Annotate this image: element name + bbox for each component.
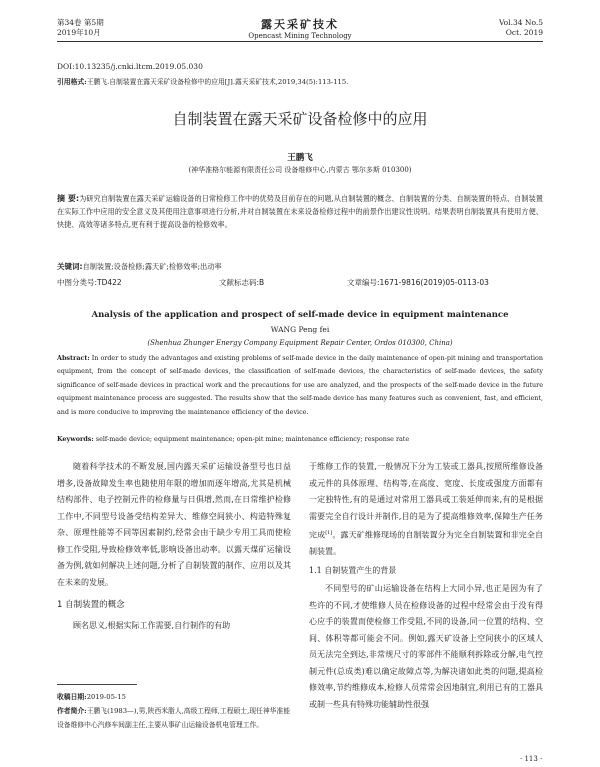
header-date-en: Oct. 2019 xyxy=(505,28,543,37)
clc-number: 中图分类号:TD422 xyxy=(57,278,122,287)
keywords-cn xyxy=(57,261,543,272)
journal-title-cn: 露天采矿技术 xyxy=(261,18,339,31)
journal-header xyxy=(57,18,543,48)
continued-paragraph xyxy=(309,459,543,561)
section1-paragraph: 顾名思义,根据实际工作需要,自行制作的有助 xyxy=(73,620,231,630)
footnote-divider xyxy=(57,684,137,685)
keywords-cn-label: 关键词: xyxy=(57,262,83,271)
header-vol-no: Vol.34 No.5 xyxy=(498,18,543,27)
citation-label: 引用格式: xyxy=(57,78,87,86)
citation-format xyxy=(57,76,348,86)
article-title-cn: 自制装置在露天采矿设备检修中的应用 xyxy=(172,110,428,128)
intro-paragraph: 随着科学技术的不断发展,国内露天采矿运输设备型号也日益增多,设备故障发生率也随使用年限的增加而逐年增高,尤其是机械结构部件、电子控制元件的检修量与日俱增,然而,在日常维护检修工作中,不同型号设备受结构差异大、维修空间狭小、构造特殊复杂、原理性能等不同等因素制约,经常会由于缺少专用工具而使检修工作受阻,导致检修效率低,影响设备出动率。以露天煤矿运输设备为例,就如何解决上述问题,分析了自制装置的制作、应用以及其在未来的发展。 xyxy=(57,462,291,587)
journal-title-en: Opencast Mining Technology xyxy=(248,32,352,40)
header-journal-name xyxy=(57,18,543,41)
document-code: 文献标志码:B xyxy=(219,278,265,287)
abstract-en-label: Abstract: xyxy=(57,354,90,362)
keywords-en xyxy=(57,435,543,443)
affiliation-en: (Shenhua Zhunger Energy Company Equipment Repair Center, Ordos 010300, China) xyxy=(147,339,453,347)
abstract-cn-text: 为研究自制装置在露天采矿运输设备的日常检修工作中的优势及目前存在的问题,从自制装置的概念、自制装置的分类、自制装置的特点、自制装置在实际工作中应用的安全意义及其使用注意事项进行分析,并对自制装置在未来设备检修过程中的前景作出建议性说明。结果表明自制装置具有使用方便、快捷、高效等诸多特点,更有利于提高设备的检修效率。 xyxy=(57,194,543,229)
subsection-paragraph: 不同型号的矿山运输设备在结构上大同小异,也正是因为有了些许的不同,才使维修人员在检修设备的过程中经常会由于没有得心应手的装置而使检修工作受阻,不同的设备,同一位置的结构、空间、体积等都可能会不同。例如,露天矿设备上空间狭小的区域人员无法完全到达,非常规尺寸的零部件不能顺利拆除或分解,电气控制元件(总成类)难以确定故障点等,为解决诸如此类的问题,提高检修效率,节约维修成本,检修人员常常会因地制宜,利用已有的工器具或制一些具有特殊功能辅助性很强 xyxy=(309,584,543,709)
header-volume-en xyxy=(499,18,543,38)
affiliation-cn: (神华准格尔能源有限责任公司 设备维修中心,内蒙古 鄂尔多斯 010300) xyxy=(188,166,412,174)
abstract-en-text: In order to study the advantages and existing problems of self-made device in the daily maintenance of open-pit mining and transportation equipment, from the concept of self-made devices, the classification of self-made devices, the characteristics of self-made devices, the safety significance of self-made devices in practical work and the precautions for use are analyzed, and the prospects of the self-made device in the future equipment maintenance process are suggested. The results show that the self-made device has many features such as convenient, fast, and efficient, and is more conducive to improving the maintenance efficiency of the device. xyxy=(57,354,543,416)
keywords-en-text: self-made device; equipment maintenance; open-pit mine; maintenance efficiency; response rate xyxy=(95,435,410,443)
author-bio xyxy=(57,704,291,732)
header-volume-issue: 第34卷 第5期 xyxy=(57,18,104,27)
article-number: 文章编号:1671-9816(2019)05-0113-03 xyxy=(347,278,489,287)
citation-text: 王鹏飞.自制装置在露天采矿设备检修中的应用[J].露天采矿技术,2019,34(5):113-115. xyxy=(86,78,349,86)
bio-text: 王鹏飞(1983—),男,陕西米脂人,高级工程师,工程硕士,现任神华准能设备维修中心汽修车间副主任,主要从事矿山运输设备机电管理工作。 xyxy=(57,707,291,729)
keywords-en-label: Keywords: xyxy=(57,435,94,443)
citation-ref[interactable]: [1] xyxy=(325,530,333,536)
author-en: WANG Peng fei xyxy=(270,325,330,334)
page-number: · 113 · xyxy=(520,755,543,763)
article-title-en: Analysis of the application and prospect of self-made device in equipment maintenance xyxy=(91,310,509,320)
bio-label: 作者简介: xyxy=(57,707,87,715)
received-label: 收稿日期: xyxy=(57,693,87,701)
header-divider xyxy=(57,41,543,42)
subsection-heading-1-1: 1.1 自制装置产生的背景 xyxy=(309,565,397,575)
body-column-right xyxy=(309,459,543,713)
received-date xyxy=(57,690,291,704)
continued-paragraph-text: 于维修工作的装置,一般情况下分为工装或工器具,按照所维修设备或元件的具体原理、结构等,在高度、宽度、长度或强度方面都有一定独特性,有的是通过对常用工器具或工装延伸而来,有的是根据需要完全自行设计并制作,目的是为了提高维修效率,保障生产任务完成 xyxy=(309,462,543,540)
author-cn: 王鹏飞 xyxy=(287,153,313,163)
abstract-cn-label: 摘 要: xyxy=(57,194,80,203)
section-heading-1: 1 自制装置的概念 xyxy=(57,600,125,610)
abstract-cn xyxy=(57,192,543,231)
header-date-cn: 2019年10月 xyxy=(57,28,101,37)
continued-paragraph-tail: 。露天矿维修现场的自制装置分为完全自制装置和非完全自制装置。 xyxy=(309,530,544,557)
footnote xyxy=(57,690,291,732)
doi[interactable]: DOI:10.13235/j.cnki.ltcm.2019.05.030 xyxy=(57,62,203,71)
keywords-cn-text: 自制装置;设备检修;露天矿;检修效率;出动率 xyxy=(82,262,222,271)
abstract-en xyxy=(57,352,543,419)
body-column-left xyxy=(57,459,291,634)
received-value: 2019-05-15 xyxy=(86,693,126,701)
